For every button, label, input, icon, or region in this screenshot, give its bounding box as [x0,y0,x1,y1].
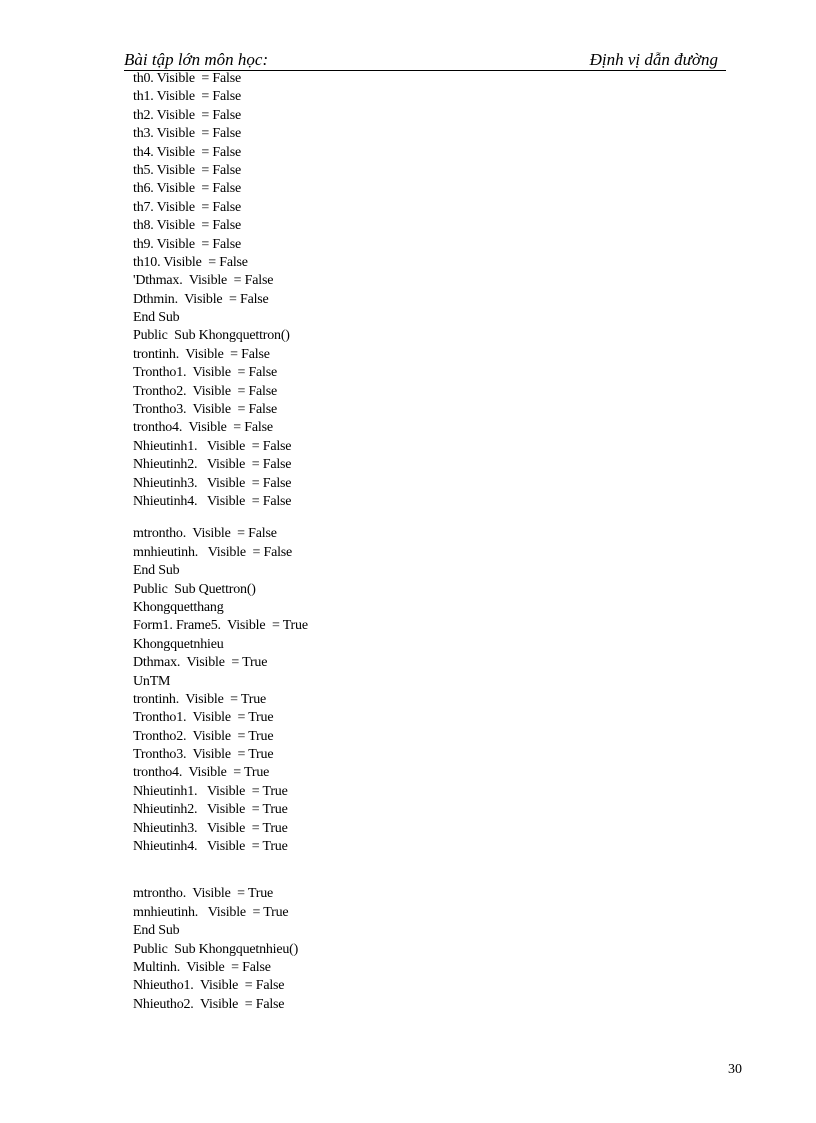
code-line: Form1. Frame5. Visible = True [133,618,308,634]
code-group-2 [133,525,733,856]
code-line: th10. Visible = False [133,254,248,270]
code-line: Trontho2. Visible = True [133,728,274,744]
code-line: trontho4. Visible = False [133,420,273,436]
blank-lines [133,856,733,885]
code-line: th6. Visible = False [133,181,241,197]
code-line: mtrontho. Visible = False [133,526,277,542]
code-line: th1. Visible = False [133,89,241,105]
code-line: Nhieutinh2. Visible = False [133,457,292,473]
code-line: th8. Visible = False [133,218,241,234]
code-line: Nhieutinh3. Visible = True [133,820,288,836]
code-line: th5. Visible = False [133,162,241,178]
code-line: Nhieutinh2. Visible = True [133,802,288,818]
code-line: Nhieutinh3. Visible = False [133,475,292,491]
code-line: th9. Visible = False [133,236,241,252]
code-line: Multinh. Visible = False [133,959,271,975]
code-line: mnhieutinh. Visible = True [133,904,289,920]
code-line: Trontho3. Visible = False [133,402,278,418]
code-line: trontinh. Visible = False [133,346,270,362]
code-line: Public Sub Khongquettron() [133,328,290,344]
blank-line [133,511,733,525]
code-line: Public Sub Quettron() [133,581,256,597]
code-line: Khongquetthang [133,599,224,615]
code-line: th4. Visible = False [133,144,241,160]
code-line: th2. Visible = False [133,107,241,123]
code-group-3 [133,885,733,1014]
code-line: Trontho1. Visible = False [133,365,278,381]
code-line: mtrontho. Visible = True [133,886,274,902]
code-listing [133,70,733,1014]
header-course-title: Bài tập lớn môn học: [124,50,269,69]
code-line: Nhieutinh1. Visible = False [133,438,292,454]
code-line: Khongquetnhieu [133,636,224,652]
code-line: Nhieutinh1. Visible = True [133,783,288,799]
code-line: Trontho1. Visible = True [133,710,274,726]
code-line: Dthmax. Visible = True [133,655,268,671]
code-line: Trontho2. Visible = False [133,383,278,399]
code-line: 'Dthmax. Visible = False [133,273,274,289]
code-line: mnhieutinh. Visible = False [133,544,293,560]
code-line: trontho4. Visible = True [133,765,270,781]
code-line: th7. Visible = False [133,199,241,215]
code-line: Nhieutinh4. Visible = False [133,493,292,509]
code-line: Nhieutho2. Visible = False [133,996,285,1012]
code-line: Nhieutinh4. Visible = True [133,839,288,855]
code-line: th3. Visible = False [133,126,241,142]
code-line: Trontho3. Visible = True [133,747,274,763]
code-line: UnTM [133,673,171,689]
code-line: End Sub [133,923,180,939]
code-line: Public Sub Khongquetnhieu() [133,941,299,957]
page-header [124,50,726,71]
page-number: 30 [728,1062,742,1077]
code-line: End Sub [133,310,180,326]
code-line: Dthmin. Visible = False [133,291,269,307]
code-line: Nhieutho1. Visible = False [133,978,285,994]
code-line: End Sub [133,563,180,579]
code-group-1 [133,70,733,511]
header-topic-title: Định vị dẫn đường [589,50,718,69]
code-line: th0. Visible = False [133,71,241,86]
code-line: trontinh. Visible = True [133,691,267,707]
